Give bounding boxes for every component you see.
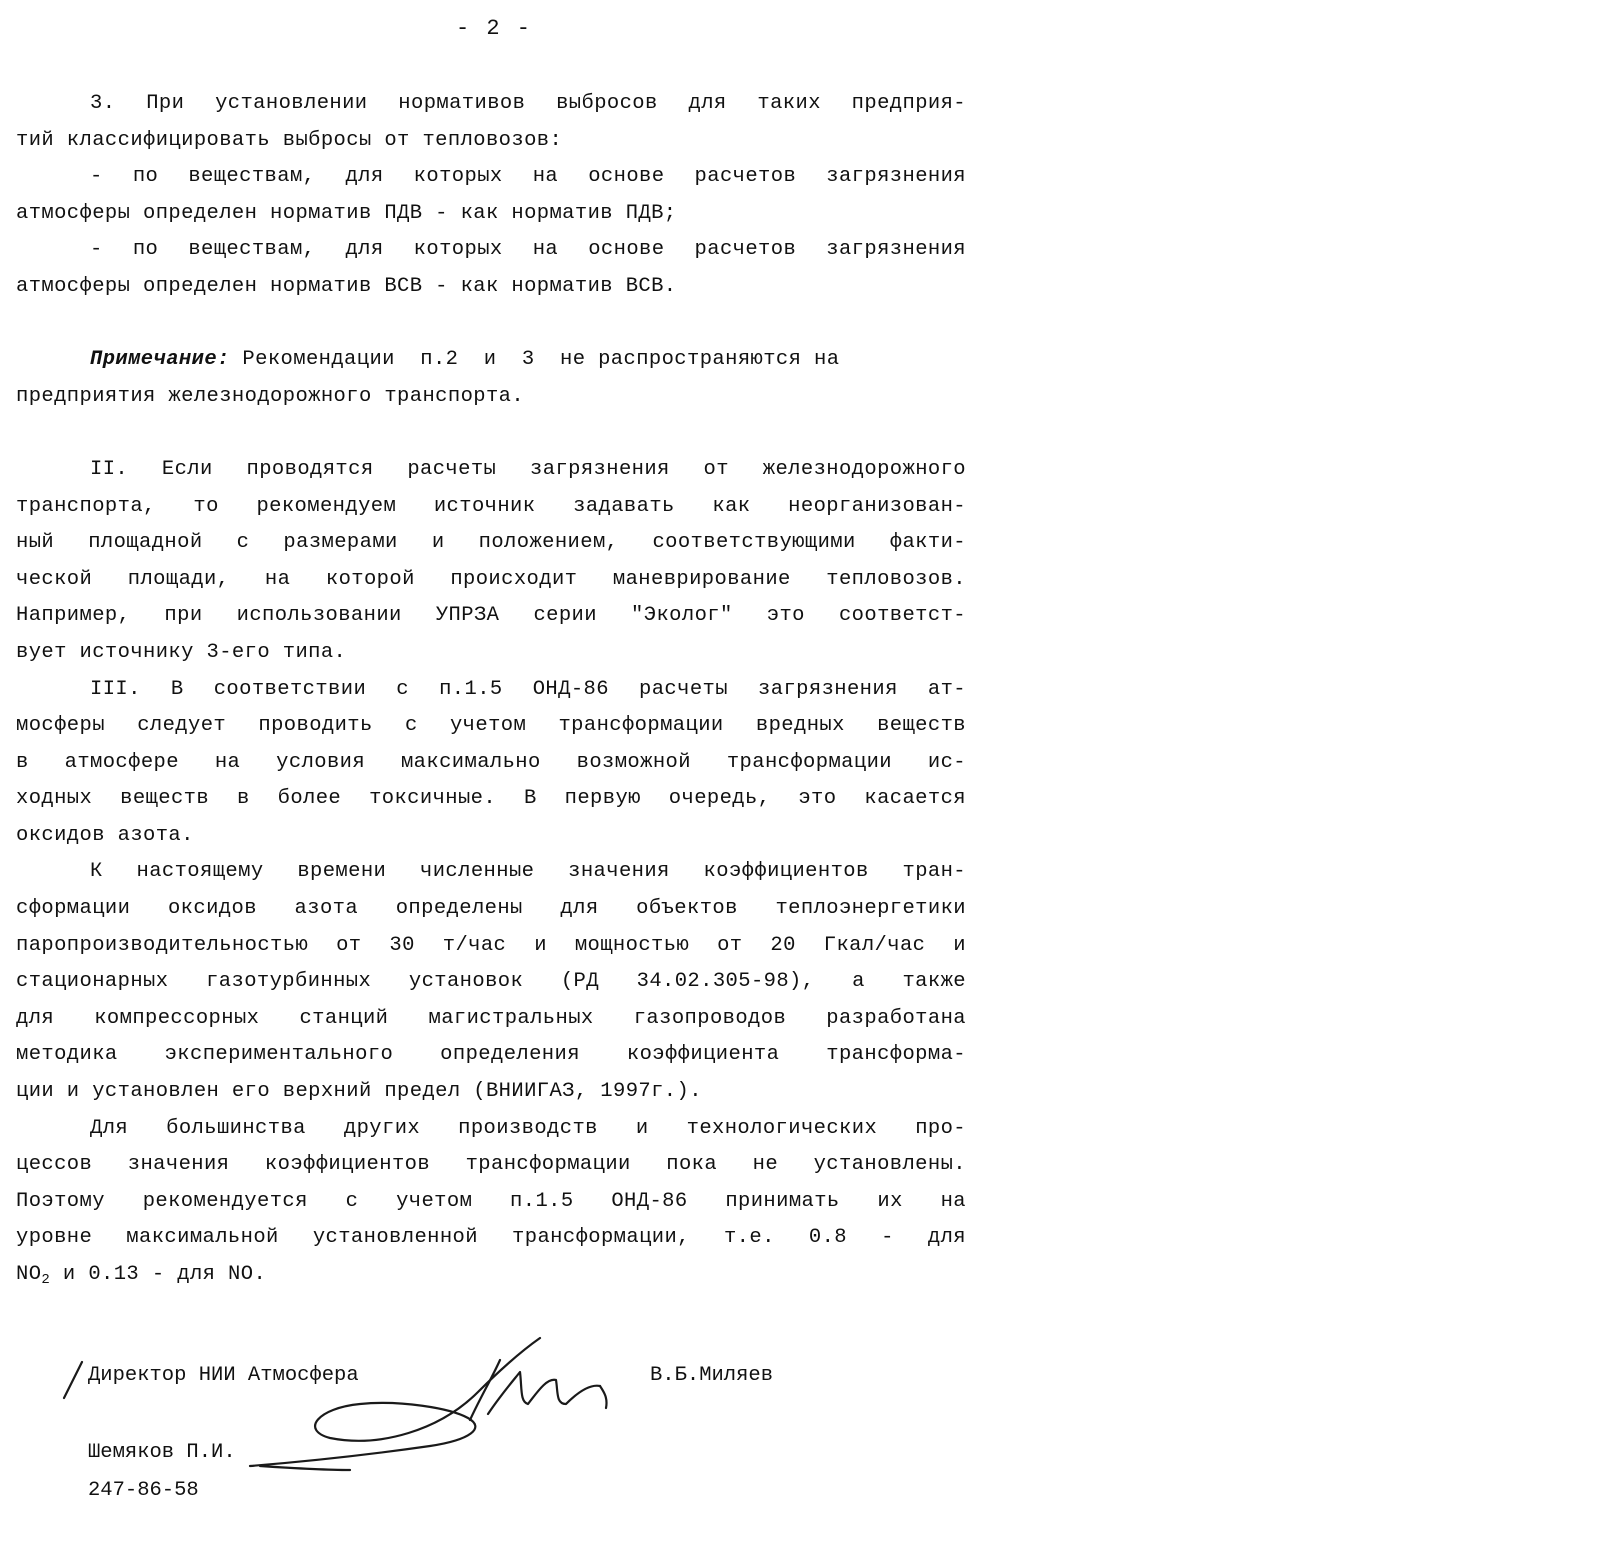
note-label: Примечание: [90, 348, 230, 372]
s2-line-4: ческой площади, на которой происходит маневрирование тепловозов. [16, 567, 966, 591]
note-line-2: предприятия железнодорожного транспорта. [16, 384, 525, 408]
p3-line-2: тий классифицировать выбросы от тепловозов: [16, 128, 563, 152]
s3-line-2: мосферы следует проводить с учетом трансформации вредных веществ [16, 714, 966, 738]
pd-line-5 [16, 1257, 966, 1294]
p3-line-4: атмосферы определен норматив ПДВ - как норматив ПДВ; [16, 201, 677, 225]
p3-line-3: - по веществам, для которых на основе расчетов загрязнения [90, 165, 966, 189]
signatory-name: В.Б.Миляев [650, 1364, 774, 1387]
signatory-title: Директор НИИ Атмосфера [88, 1364, 359, 1387]
s2-line-1: II. Если проводятся расчеты загрязнения от железнодорожного [90, 457, 966, 481]
s3-line-5: оксидов азота. [16, 823, 194, 847]
pk-line-3: паропроизводительностью от 30 т/час и мощностью от 20 Гкал/час и [16, 933, 966, 957]
s2-line-3: ный площадной с размерами и положением, соответствующими факти- [16, 531, 966, 555]
pd-line-1: Для большинства других производств и технологических про- [90, 1116, 966, 1140]
pd-line-3: Поэтому рекомендуется с учетом п.1.5 ОНД-86 принимать их на [16, 1189, 966, 1213]
s3-line-1: III. В соответствии с п.1.5 ОНД-86 расчеты загрязнения ат- [90, 677, 966, 701]
s2-line-6: вует источнику 3-его типа. [16, 640, 347, 664]
pk-line-1: К настоящему времени численные значения коэффициентов тран- [90, 860, 966, 884]
executor-name: Шемяков П.И. [88, 1441, 236, 1464]
s2-line-5: Например, при использовании УПРЗА серии "Эколог" это соответст- [16, 604, 966, 628]
s3-line-4: ходных веществ в более токсичные. В первую очередь, это касается [16, 787, 966, 811]
pk-line-7: ции и установлен его верхний предел (ВНИИГАЗ, 1997г.). [16, 1080, 702, 1104]
p3-line-5: - по веществам, для которых на основе расчетов загрязнения [90, 238, 966, 262]
s2-line-2: транспорта, то рекомендуем источник задавать как неорганизован- [16, 494, 966, 518]
p3-line-6: атмосферы определен норматив ВСВ - как норматив ВСВ. [16, 274, 677, 298]
no2-subscript: 2 [41, 1272, 51, 1288]
no2-formula: NO [16, 1263, 42, 1286]
pd-line-5-rest: и 0.13 - для NO. [50, 1263, 267, 1286]
pk-line-6: методика экспериментального определения коэффициента трансформа- [16, 1043, 966, 1067]
page-number: - 2 - [456, 16, 533, 41]
pd-line-2: цессов значения коэффициентов трансформации пока не установлены. [16, 1153, 966, 1177]
document-body [16, 86, 966, 1294]
p3-line-1: 3. При установлении нормативов выбросов для таких предприя- [90, 92, 966, 115]
pk-line-4: стационарных газотурбинных установок (РД 34.02.305-98), а также [16, 970, 966, 994]
s3-line-3: в атмосфере на условия максимально возможной трансформации ис- [16, 750, 966, 774]
executor-phone: 247-86-58 [88, 1479, 199, 1502]
note-line-1 [16, 342, 966, 379]
pd-line-4: уровне максимальной установленной трансформации, т.е. 0.8 - для [16, 1226, 966, 1250]
pk-line-5: для компрессорных станций магистральных газопроводов разработана [16, 1006, 966, 1030]
pk-line-2: сформации оксидов азота определены для объектов теплоэнергетики [16, 897, 966, 921]
note-text: Рекомендации п.2 и 3 не распространяются на [229, 348, 840, 372]
